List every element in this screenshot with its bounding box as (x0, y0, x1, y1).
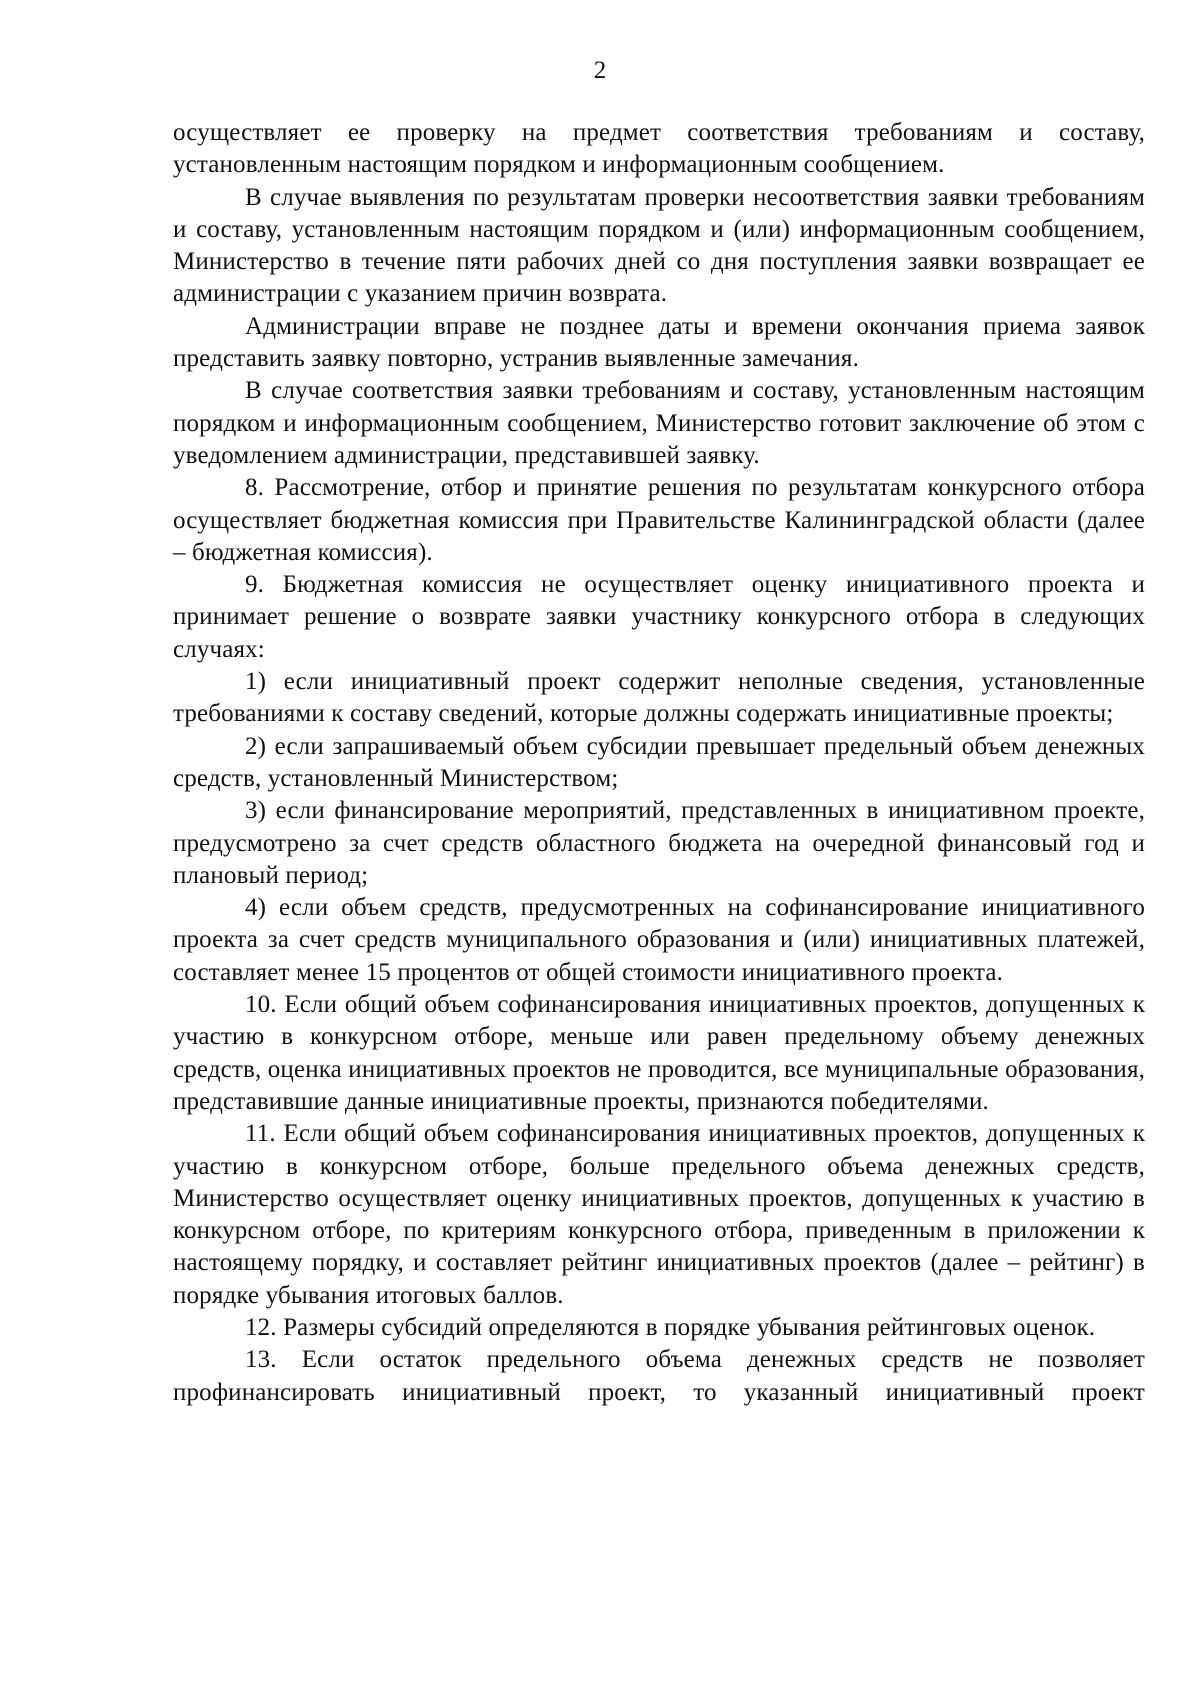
list-item: 2) если запрашиваемый объем субсидии превышает предельный объем денежных средств, установленный Министерством; (173, 732, 1145, 792)
paragraph: 12. Размеры субсидий определяются в порядке убывания рейтинговых оценок. (245, 1313, 1096, 1341)
list-item: 4) если объем средств, предусмотренных на софинансирование инициативного проекта за счет средств муниципального образования и (или) инициативных платежей, составляет менее 15 процентов от общей стоимости инициативного проекта. (173, 894, 1145, 986)
paragraph: 8. Рассмотрение, отбор и принятие решения по результатам конкурсного отбора осуществляет бюджетная комиссия при Правительстве Калининградской области (далее – бюджетная комиссия). (173, 474, 1145, 566)
paragraph: 13. Если остаток предельного объема денежных средств не позволяет профинансировать инициативный проект, то указанный инициативный проект (173, 1346, 1145, 1406)
paragraph: 10. Если общий объем софинансирования инициативных проектов, допущенных к участию в конкурсном отборе, меньше или равен предельному объему денежных средств, оценка инициативных проектов не проводится, все муниципальные образования, представившие данные инициативные проекты, признаются победителями. (173, 991, 1145, 1115)
document-body (173, 117, 1145, 1409)
paragraph: Администрации вправе не позднее даты и времени окончания приема заявок представить заявку повторно, устранив выявленные замечания. (173, 312, 1145, 373)
list-item: 1) если инициативный проект содержит неполные сведения, установленные требованиями к составу сведений, которые должны содержать инициативные проекты; (173, 668, 1145, 728)
paragraph: В случае соответствия заявки требованиям и составу, установленным настоящим порядком и информационным сообщением, Министерство готовит заключение об этом с уведомлением администрации, представившей заявку. (173, 377, 1145, 469)
paragraph: осуществляет ее проверку на предмет соответствия требованиям и составу, установленным настоящим порядком и информационным сообщением. (173, 119, 1145, 179)
paragraph: В случае выявления по результатам проверки несоответствия заявки требованиям и составу, установленным настоящим порядком и (или) информационным сообщением, Министерство в течение пяти рабочих дней со дня поступления заявки возвращает ее администрации с указанием причин возврата. (173, 183, 1145, 308)
paragraph: 9. Бюджетная комиссия не осуществляет оценку инициативного проекта и принимает решение о возврате заявки участнику конкурсного отбора в следующих случаях: (173, 571, 1145, 663)
paragraph: 11. Если общий объем софинансирования инициативных проектов, допущенных к участию в конкурсном отборе, больше предельного объема денежных средств, Министерство осуществляет оценку инициативных проектов, допущенных к участию в конкурсном отборе, по критериям конкурсного отбора, приведенным в приложении к настоящему порядку, и составляет рейтинг инициативных проектов (далее – рейтинг) в порядке убывания итоговых баллов. (173, 1120, 1145, 1309)
page-number: 2 (593, 57, 607, 84)
list-item: 3) если финансирование мероприятий, представленных в инициативном проекте, предусмотрено за счет средств областного бюджета на очередной финансовый год и плановый период; (173, 797, 1145, 889)
